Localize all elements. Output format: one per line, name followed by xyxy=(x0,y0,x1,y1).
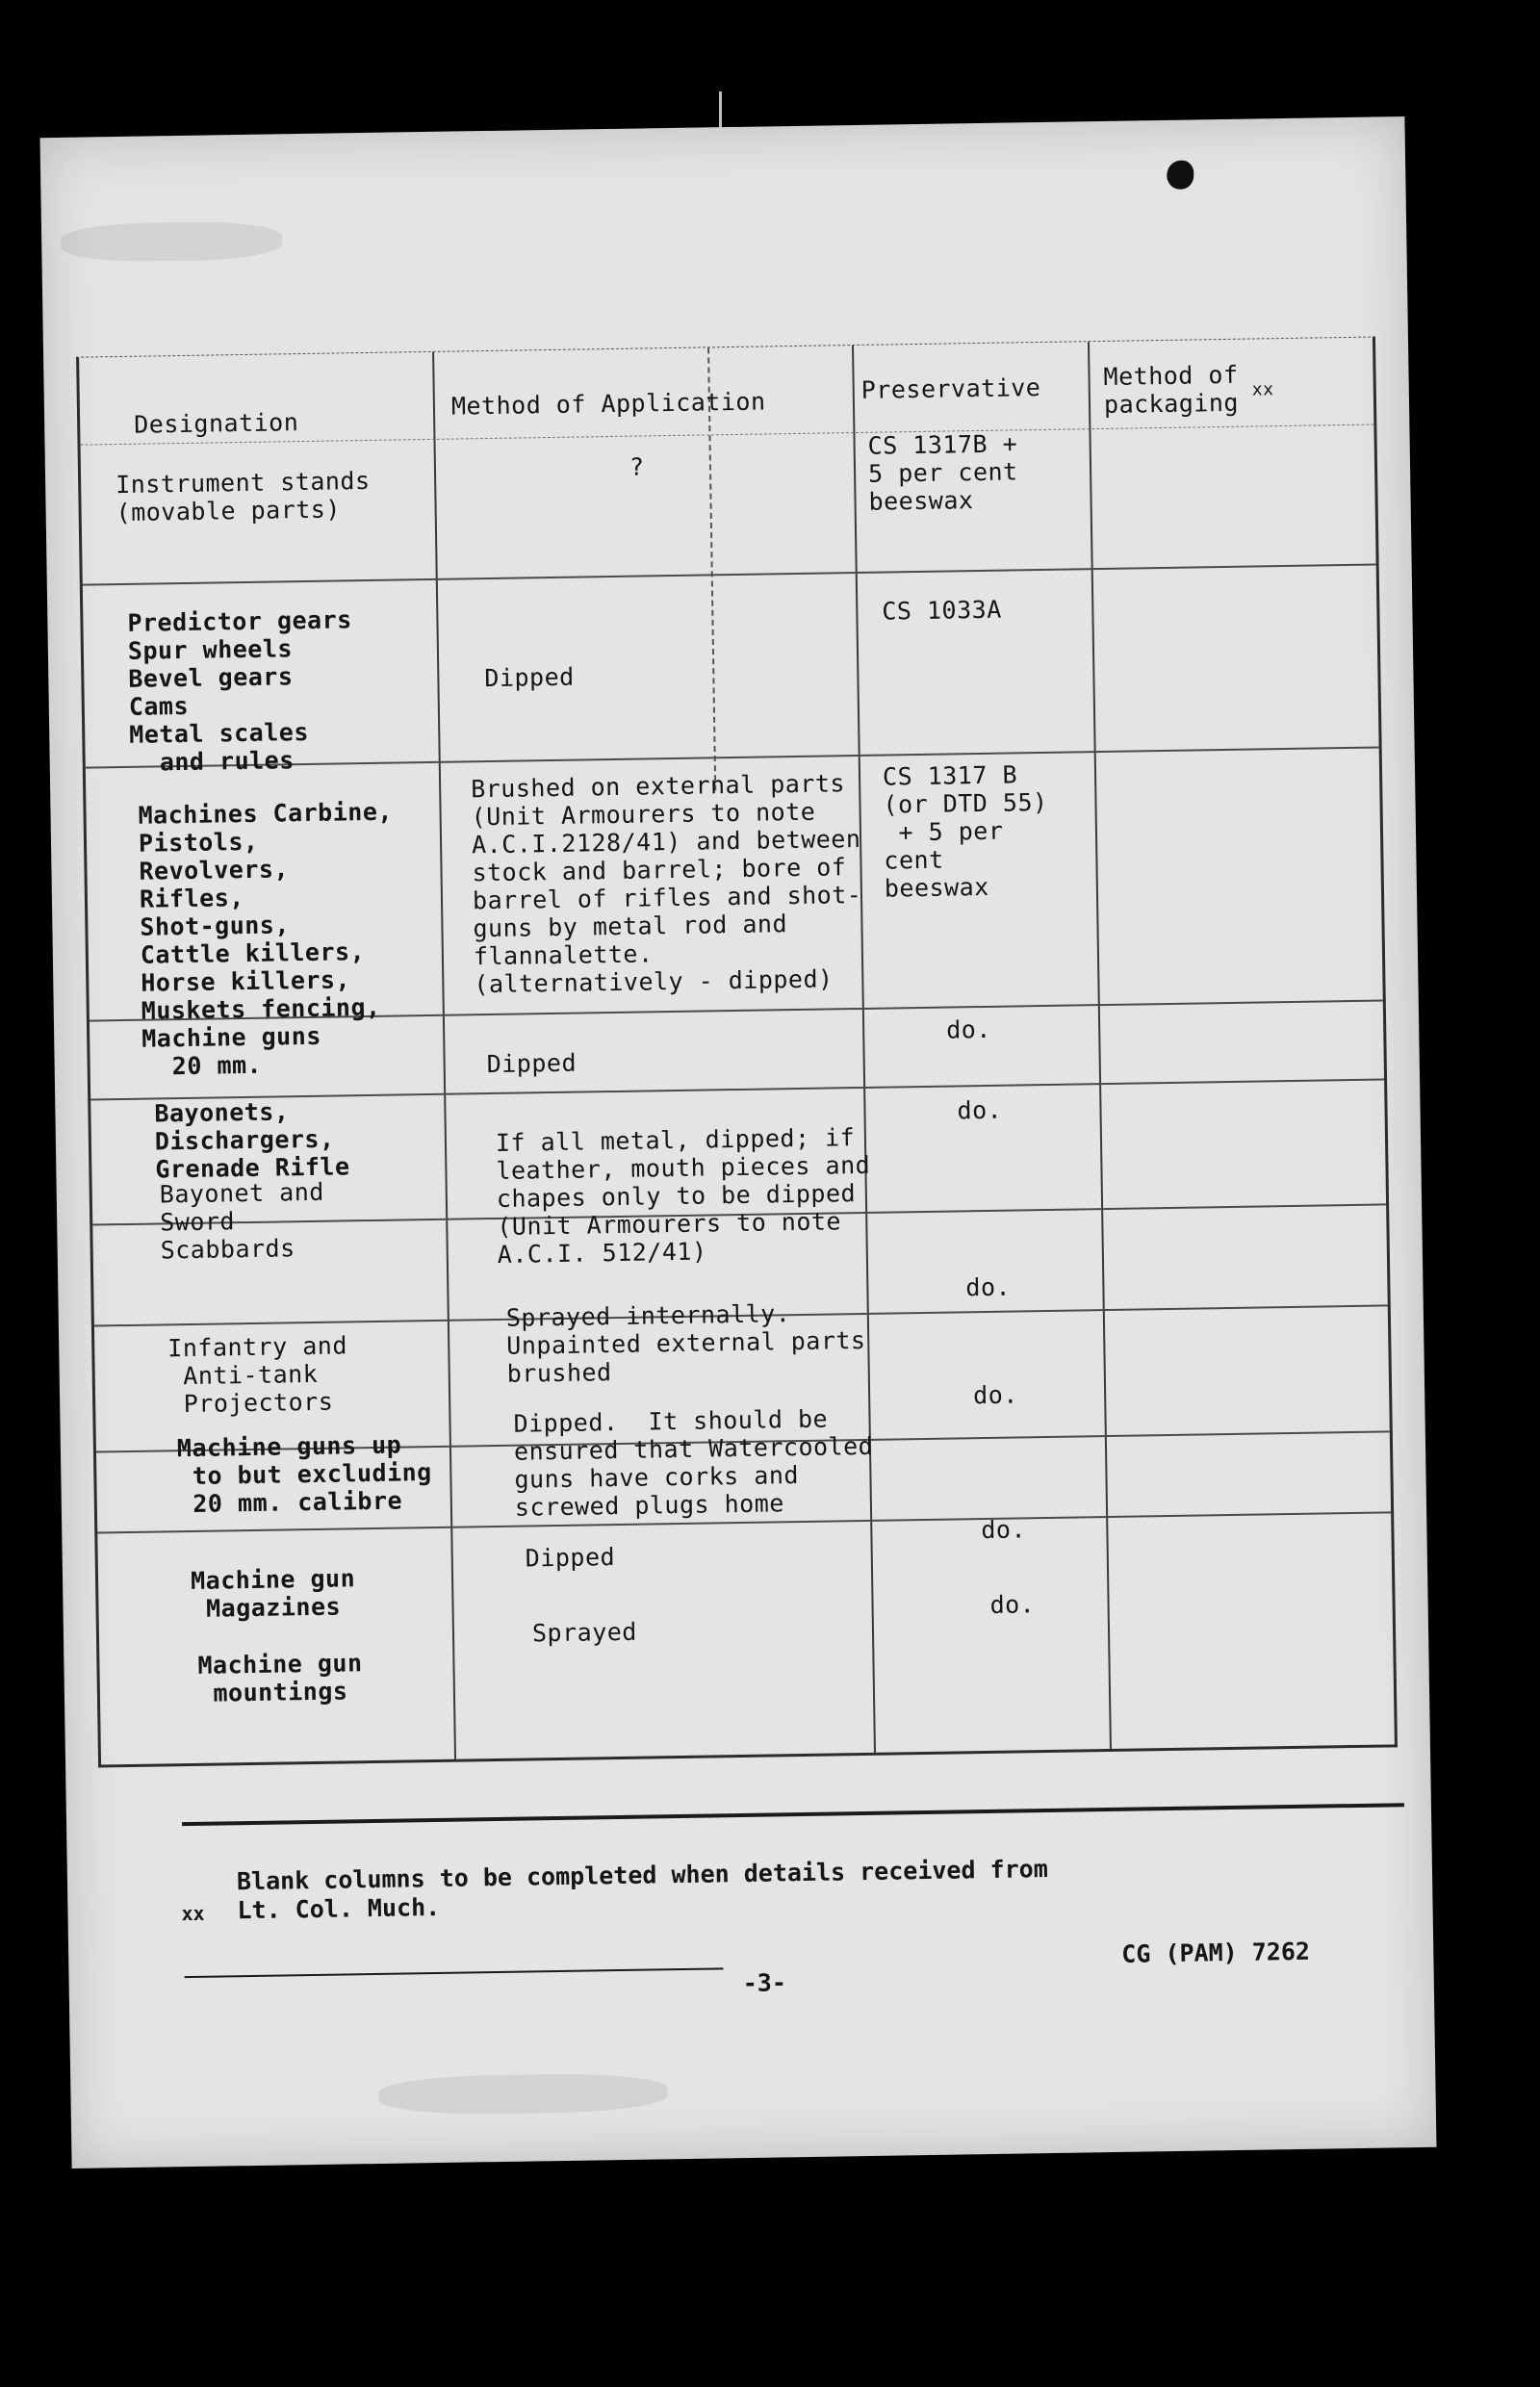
column-divider xyxy=(1088,342,1112,1749)
row-4-designation: Bayonet and Sword Scabbards xyxy=(159,1177,325,1265)
binding-mark xyxy=(719,91,722,132)
row-7-preservative: do. xyxy=(981,1515,1027,1545)
row-divider xyxy=(83,564,1376,586)
row-6-designation: Machine guns up to but excluding 20 mm. calibre xyxy=(176,1430,432,1519)
footnote-text: Blank columns to be completed when details received from Lt. Col. Much. xyxy=(236,1855,1048,1925)
row-0-preservative: CS 1317B + 5 per cent beeswax xyxy=(867,429,1018,516)
row-2-method: Brushed on external parts (Unit Armourers to note A.C.I.2128/41) and between stock and barrel; bore of barrel of rifles and shot- guns by metal rod and flannalette. (alternatively - dipped) xyxy=(470,769,862,999)
row-5-designation: Infantry and Anti-tank Projectors xyxy=(167,1331,348,1419)
bleed-through-smudge xyxy=(61,220,283,263)
document-reference: CG (PAM) 7262 xyxy=(1121,1937,1311,1968)
row-0-method: ? xyxy=(629,452,645,481)
preservation-table xyxy=(76,336,1398,1767)
row-7-method: Dipped xyxy=(525,1543,616,1573)
row-1-designation: Predictor gears Spur wheels Bevel gears Cams Metal scales and rules xyxy=(127,605,352,777)
row-4-preservative: do. xyxy=(957,1095,1003,1125)
footnote-rule xyxy=(182,1803,1404,1826)
bleed-through-smudge xyxy=(378,2072,668,2116)
row-5-method: Sprayed internally. Unpainted external parts brushed xyxy=(505,1299,866,1388)
page-number: -3- xyxy=(742,1968,787,1998)
header-designation: Designation xyxy=(133,408,299,439)
document-page xyxy=(40,116,1437,2169)
row-6-method: Dipped. It should be ensured that Watercooled guns have corks and screwed plugs home xyxy=(513,1404,874,1522)
row-8-designation: Machine gun mountings xyxy=(197,1649,363,1707)
row-2-designation: Machines Carbine, Pistols, Revolvers, Rifles, Shot-guns, Cattle killers, Horse killers, Muskets fencing, Machine guns 20 mm. xyxy=(138,797,394,1081)
row-0-designation: Instrument stands (movable parts) xyxy=(115,466,371,527)
row-1-preservative: CS 1033A xyxy=(882,595,1002,626)
row-5-preservative: do. xyxy=(965,1272,1012,1302)
row-8-preservative: do. xyxy=(989,1590,1036,1619)
row-3-designation: Bayonets, Dischargers, Grenade Rifle xyxy=(154,1097,350,1184)
row-8-method: Sprayed xyxy=(531,1617,638,1648)
ink-blot xyxy=(1167,160,1194,189)
header-method-of-application: Method of Application xyxy=(450,387,766,421)
column-divider xyxy=(852,346,876,1753)
footnote-underline xyxy=(185,1967,724,1978)
header-packaging-footnote-mark: xx xyxy=(1251,379,1274,400)
column-divider xyxy=(432,352,456,1759)
row-3-preservative: do. xyxy=(945,1014,992,1044)
row-7-designation: Machine gun Magazines xyxy=(190,1564,356,1623)
header-method-of-packaging: Method of packaging xyxy=(1103,360,1240,419)
row-2-preservative: CS 1317 B (or DTD 55) + 5 per cent beeswax xyxy=(882,760,1048,903)
row-6-preservative: do. xyxy=(972,1380,1019,1410)
row-4-method: If all metal, dipped; if leather, mouth pieces and chapes only to be dipped (Unit Armourers to note A.C.I. 512/41) xyxy=(495,1123,871,1269)
row-3-method: Dipped xyxy=(486,1048,578,1079)
row-1-method: Dipped xyxy=(484,662,575,693)
header-preservative: Preservative xyxy=(860,372,1041,404)
footnote-mark: xx xyxy=(181,1901,205,1926)
